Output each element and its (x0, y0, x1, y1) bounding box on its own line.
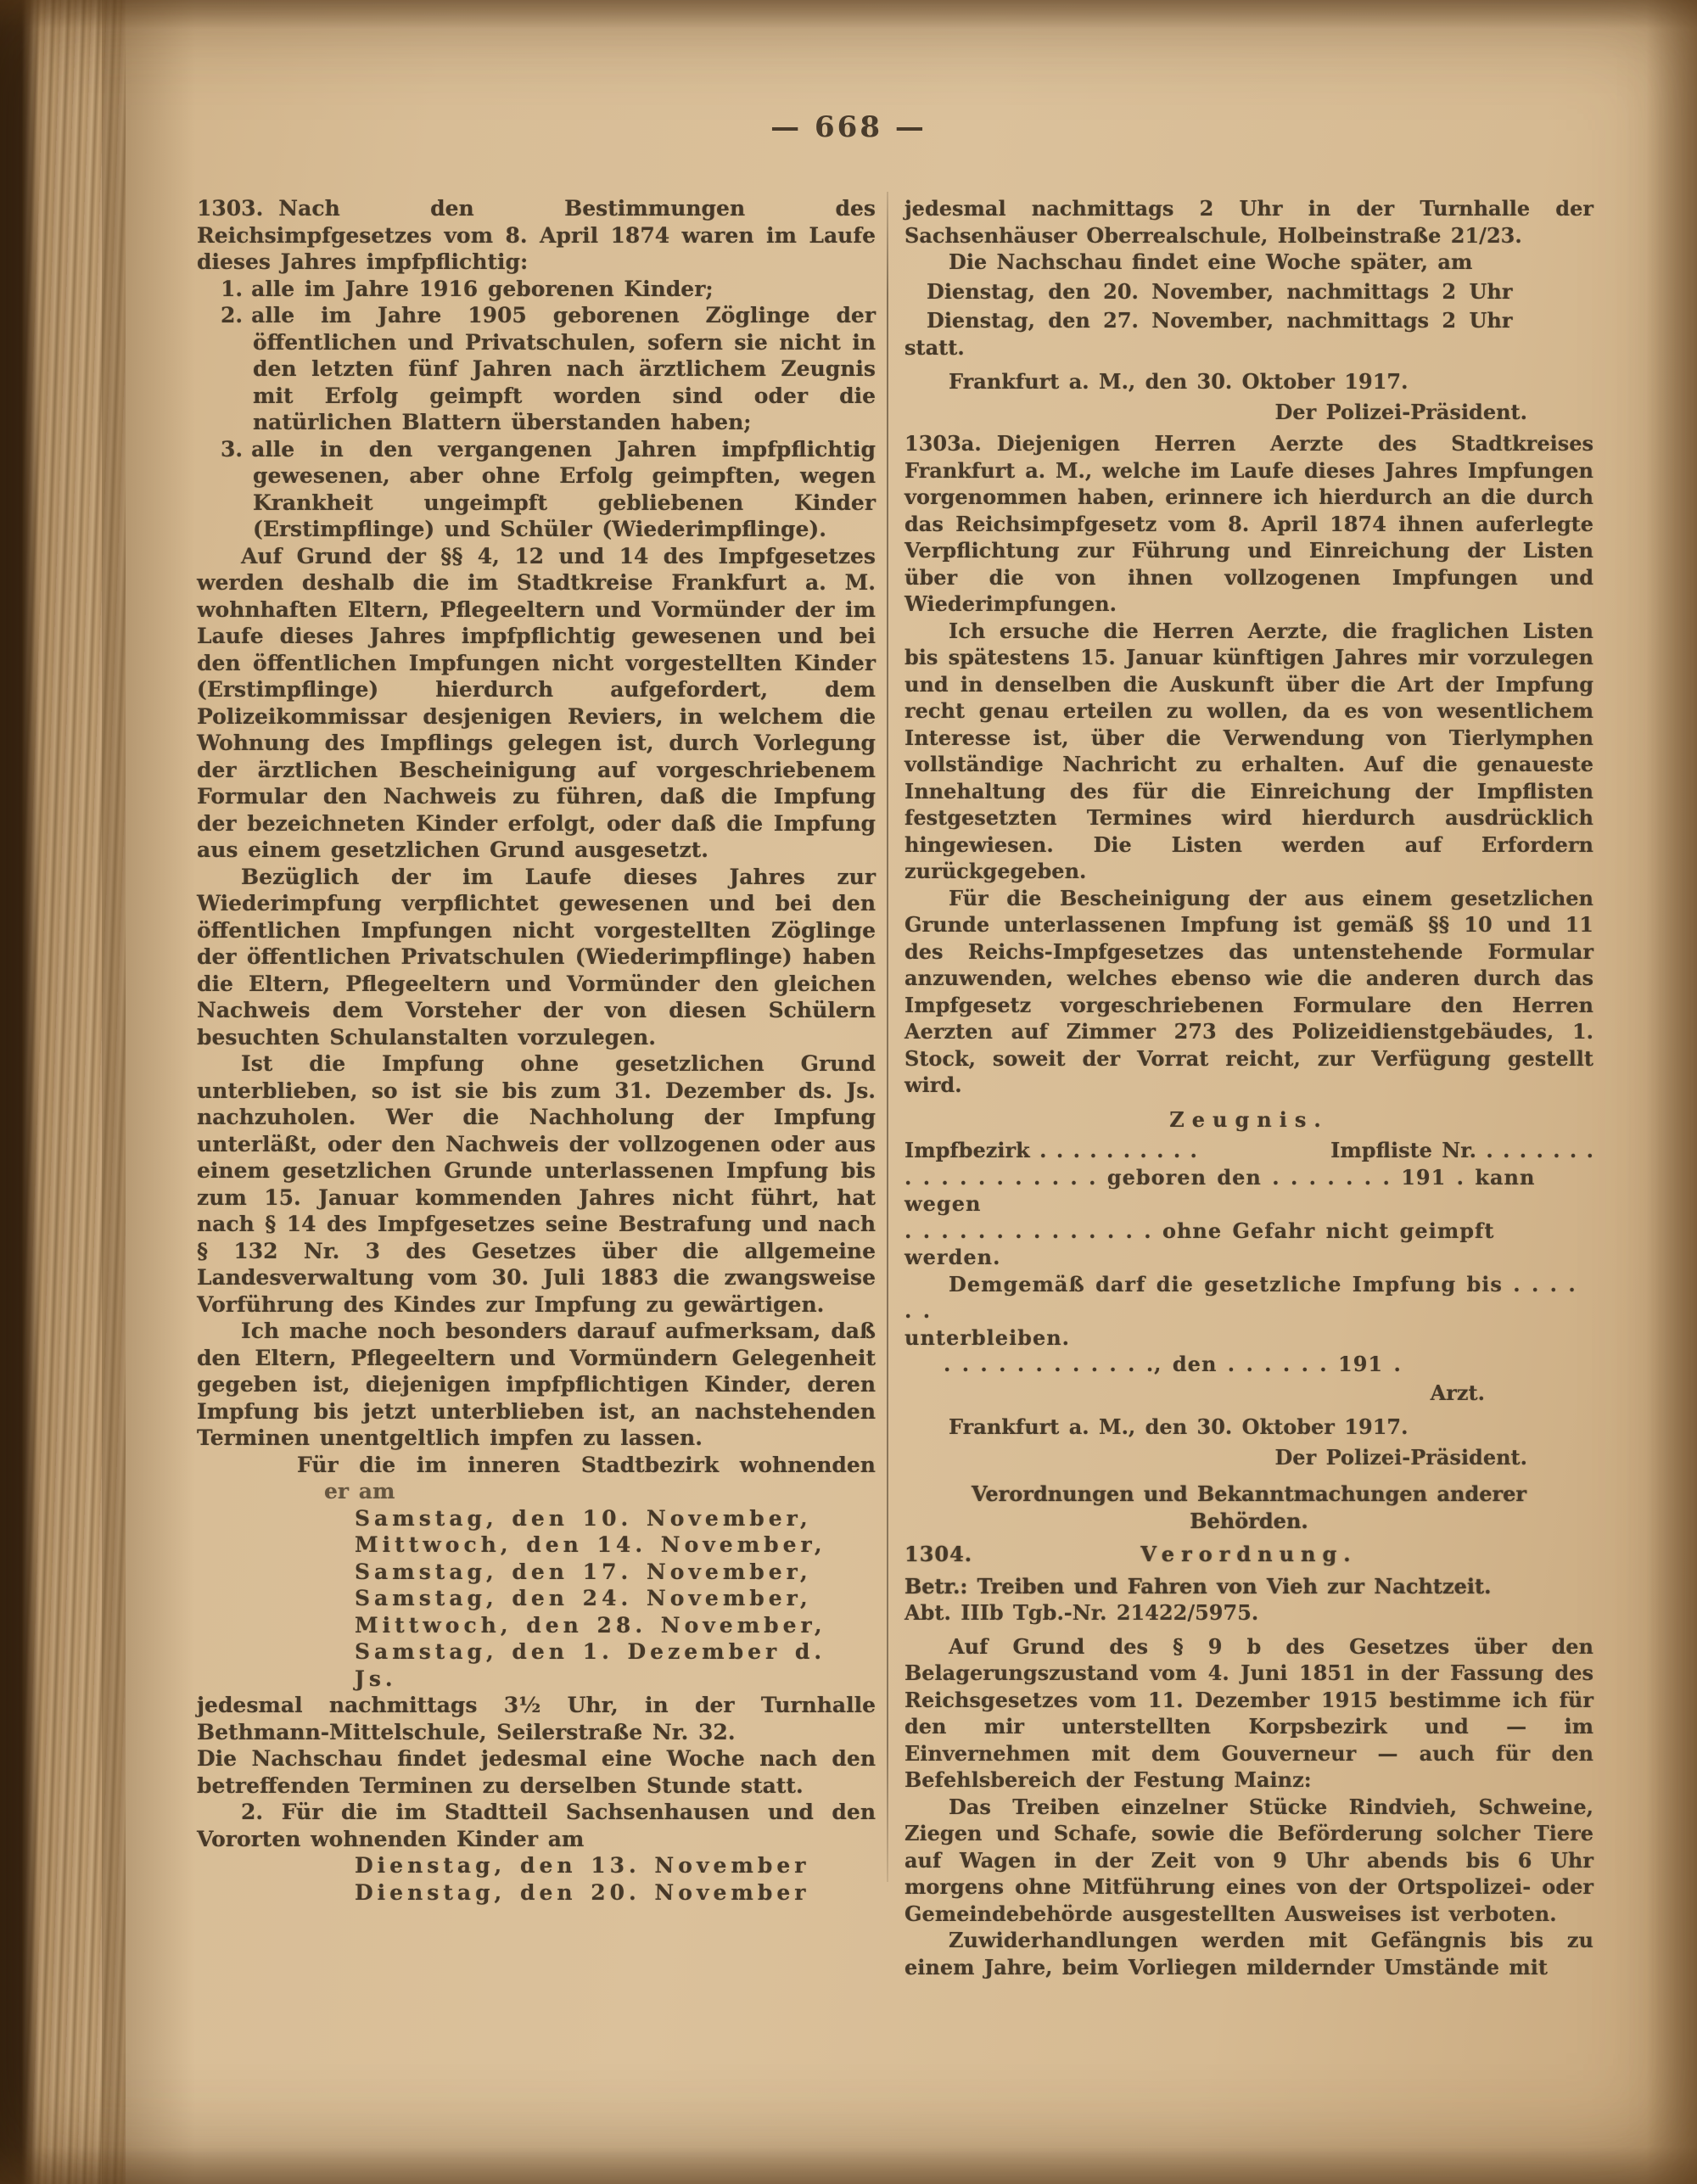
paragraph: Das Treiben einzelner Stücke Rindvieh, Schweine, Ziegen und Schafe, sowie die Beförderung solcher Tiere auf Wagen in der Zeit von 9 Uhr abends bis 6 Uhr morgens ohne Mitführung eines von der Ortspolizei- oder Gemeindebehörde ausgestellten Ausweises ist verboten. (905, 1794, 1593, 1926)
article-1303a-paragraph: 1303a. Diejenigen Herren Aerzte des Stadtkreises Frankfurt a. M., welche im Laufe dieses Jahres Impfungen vorgenommen haben, erinnere ich hierdurch an die durch das Reichsimpfgesetz vom 8. April 1874 ihnen auferlegte Verpflichtung zur Führung und Einreichung der Listen über die von ihnen vollzogenen Impfungen und Wiederimpfungen. (905, 431, 1593, 616)
book-gutter-shadow (0, 0, 39, 2184)
column-divider-rule (887, 192, 888, 1882)
inner-district-line: Für die im inneren Stadtbezirk wohnenden (297, 1452, 876, 1477)
signature-arzt: Arzt. (1430, 1380, 1485, 1405)
left-column (197, 195, 876, 1906)
betreff-line: Betr.: Treiben und Fahren von Vieh zur Nachtzeit. (905, 1573, 1492, 1599)
continuation-paragraph: jedesmal nachmittags 2 Uhr in der Turnhalle der Sachsenhäuser Oberrealschule, Holbeinstraße 21/23. (905, 196, 1593, 248)
paragraph: Zuwiderhandlungen werden mit Gefängnis bis zu einem Jahre, beim Vorliegen mildernder Umstände mit (905, 1928, 1593, 1980)
section-heading-verordnungen: Verordnungen und Bekanntmachungen anderer Behörden. (971, 1481, 1527, 1533)
gutter-fade (102, 0, 195, 2184)
article-number: 1304. (905, 1542, 973, 1566)
article-1304-heading (905, 1541, 1593, 1568)
form-line-gefahr: . . . . . . . . . . . . . . ohne Gefahr nicht geimpft werden. (905, 1218, 1495, 1269)
zeugnis-heading: Zeugnis. (1169, 1106, 1329, 1132)
vaccination-date: Dienstag, den 13. November (355, 1853, 810, 1878)
nachschau-line: Die Nachschau findet eine Woche später, am (949, 249, 1473, 274)
signature-polizei-praesident: Der Polizei-Präsident. (1274, 1444, 1527, 1470)
vaccination-date: Samstag, den 10. November, (355, 1505, 812, 1531)
vaccination-date: Samstag, den 1. Dezember d. Js. (355, 1639, 826, 1691)
form-line-ort-datum: . . . . . . . . . . . ., den . . . . . . 191 . (944, 1352, 1402, 1376)
inspection-date: Dienstag, den 20. November, nachmittags 2 Uhr (927, 278, 1513, 304)
paragraph: Ist die Impfung ohne gesetzlichen Grund unterblieben, so ist sie bis zum 31. Dezember ds. Js. nachzuholen. Wer die Nachholung der Impfung unterläßt, oder den Nachweis der vollzogenen oder aus einem gesetzlichen Grunde unterlassenen Impfung bis zum 15. Januar kommenden Jahres nicht führt, hat nach § 14 des Impfgesetzes seine Bestrafung und nach § 132 Nr. 3 des Gesetzes über die allgemeine Landesverwaltung vom 30. Juli 1883 die zwangsweise Vorführung des Kindes zur Impfung zu gewärtigen. (197, 1051, 876, 1317)
statt-line: statt. (905, 334, 965, 360)
date-place-line: Frankfurt a. M., den 30. Oktober 1917. (949, 1414, 1409, 1439)
article-1303-intro (197, 195, 876, 276)
list-item: 1. alle im Jahre 1916 geborenen Kinder; (221, 276, 714, 301)
article-number: 1303. (197, 196, 264, 221)
times-note: jedesmal nachmittags 3½ Uhr, in der Turnhalle Bethmann-Mittelschule, Seilerstraße Nr. 32. (197, 1693, 876, 1744)
vaccination-date: Mittwoch, den 14. November, (355, 1532, 826, 1557)
list-item: 2. alle im Jahre 1905 geborenen Zöglinge der öffentlichen und Privatschulen, sofern sie nicht in den letzten fünf Jahren nach ärztlichem Zeugnis mit Erfolg geimpft worden sind oder die natürlichen Blattern überstanden haben; (221, 303, 876, 434)
paragraph: Auf Grund der §§ 4, 12 und 14 des Impfgesetzes werden deshalb die im Stadtkreise Frankfurt a. M. wohnhaften Eltern, Pflegeeltern und Vormünder der im Laufe dieses Jahres impfpflichtig gewesenen und bei den öffentlichen Impfungen nicht vorgestellten Kinder (Erstimpflinge) hierdurch aufgefordert, dem Polizeikommissar desjenigen Reviers, in welchem die Wohnung des Impflings gelegen ist, durch Vorlegung der ärztlichen Bescheinigung auf vorgeschriebenem Formular den Nachweis zu führen, daß die Impfung der bezeichneten Kinder erfolgt, oder daß die Impfung aus einem gesetzlichen Grund ausgesetzt. (197, 543, 876, 862)
inspection-date: Dienstag, den 27. November, nachmittags 2 Uhr (927, 308, 1513, 333)
vaccination-date: Mittwoch, den 28. November, (355, 1612, 826, 1638)
article-intro-text: Nach den Bestimmungen des Reichsimpfgesetzes vom 8. April 1874 waren im Laufe dieses Jahres impfpflichtig: (197, 196, 876, 274)
scan-bottom-shadow (0, 2147, 1697, 2184)
vaccination-date: Dienstag, den 20. November (355, 1879, 810, 1905)
vaccination-date: Samstag, den 17. November, (355, 1559, 812, 1584)
sachsenhausen-line: 2. Für die im Stadtteil Sachsenhausen und den Vororten wohnenden Kinder am (197, 1800, 876, 1851)
paragraph: Ich mache noch besonders darauf aufmerksam, daß den Eltern, Pflegeeltern und Vormündern Gelegenheit gegeben ist, diejenigen impfpflichtigen Kinder, deren Impfung bis jetzt unterblieben ist, an nachstehenden Terminen unentgeltlich impfen zu lassen. (197, 1319, 876, 1450)
abteilung-line: Abt. IIIb Tgb.-Nr. 21422/5975. (905, 1600, 1259, 1625)
paragraph: Für die Bescheinigung der aus einem gesetzlichen Grunde unterlassenen Impfung ist gemäß §§ 10 und 11 des Reichs-Impfgesetzes das untenstehende Formular anzuwenden, welches ebenso wie die anderen durch das Impfgesetz vorgeschriebenen Formulare den Herren Aerzten auf Zimmer 273 des Polizeidienstgebäudes, 1. Stock, soweit der Vorrat reicht, zur Verfügung gestellt wird. (905, 885, 1593, 1097)
form-line-unterbleiben: unterbleiben. (905, 1324, 1071, 1350)
vaccination-date: Samstag, den 24. November, (355, 1586, 812, 1610)
paragraph: Ich ersuche die Herren Aerzte, die fraglichen Listen bis spätestens 15. Januar künftigen Jahres mir vorzulegen und in denselben die Auskunft über die Art der Impfung recht genau erteilen zu wollen, da es von wesentlichem Interesse ist, über die Verwendung von Tierlymphen vollständige Nachricht zu erhalten. Auf die genaueste Innehaltung des für die Einreichung der Impflisten festgesetzten Termines wird hierdurch ausdrücklich hingewiesen. Die Listen werden auf Erfordern zurückgegeben. (905, 618, 1593, 883)
list-item: 3. alle in den vergangenen Jahren impfpflichtig gewesenen, aber ohne Erfolg geimpften, wegen Krankheit ungeimpft gebliebenen Kinder (Erstimpflinge) und Schüler (Wiederimpflinge). (221, 436, 876, 541)
page-number: — 668 — (770, 110, 927, 144)
damaged-print-line: er am (324, 1479, 395, 1504)
impfbezirk-field: Impfbezirk . . . . . . . . . . (905, 1138, 1197, 1162)
verordnung-title: Verordnung. (1140, 1542, 1358, 1566)
form-line-geboren: . . . . . . . . . . . geboren den . . . . . . . 191 . kann wegen (905, 1164, 1536, 1216)
paragraph: Auf Grund des § 9 b des Gesetzes über den Belagerungszustand vom 4. Juni 1851 in der Fassung des Reichsgesetzes vom 11. Dezember 1915 bestimme ich für den mir unterstellten Korpsbezirk und — im Einvernehmen mit dem Gouverneur — auch für den Befehlsbereich der Festung Mainz: (905, 1633, 1593, 1792)
form-line-demgemaess: Demgemäß darf die gesetzliche Impfung bis . . . . . . (905, 1271, 1577, 1323)
date-place-line: Frankfurt a. M., den 30. Oktober 1917. (949, 369, 1409, 394)
paragraph: Bezüglich der im Laufe dieses Jahres zur Wiederimpfung verpflichtet gewesenen und bei den öffentlichen Impfungen nicht vorgestellten Zöglinge der öffentlichen Privatschulen (Wiederimpflinge) haben die Eltern, Pflegeeltern und Vormünder den gleichen Nachweis dem Vorsteher der von diesen Schülern besuchten Schulanstalten vorzulegen. (197, 864, 876, 1050)
article-number: 1303a. (905, 431, 982, 456)
scan-top-shadow (0, 0, 1697, 29)
impfliste-field: Impfliste Nr. . . . . . . . (1330, 1138, 1593, 1162)
scan-right-shadow (1646, 0, 1697, 2184)
form-line-impfbezirk (905, 1137, 1593, 1164)
signature-polizei-praesident: Der Polizei-Präsident. (1274, 399, 1527, 424)
nachschau-note: Die Nachschau findet jedesmal eine Woche nach den betreffenden Terminen zu derselben Stunde statt. (197, 1746, 876, 1798)
right-column (905, 195, 1593, 1980)
